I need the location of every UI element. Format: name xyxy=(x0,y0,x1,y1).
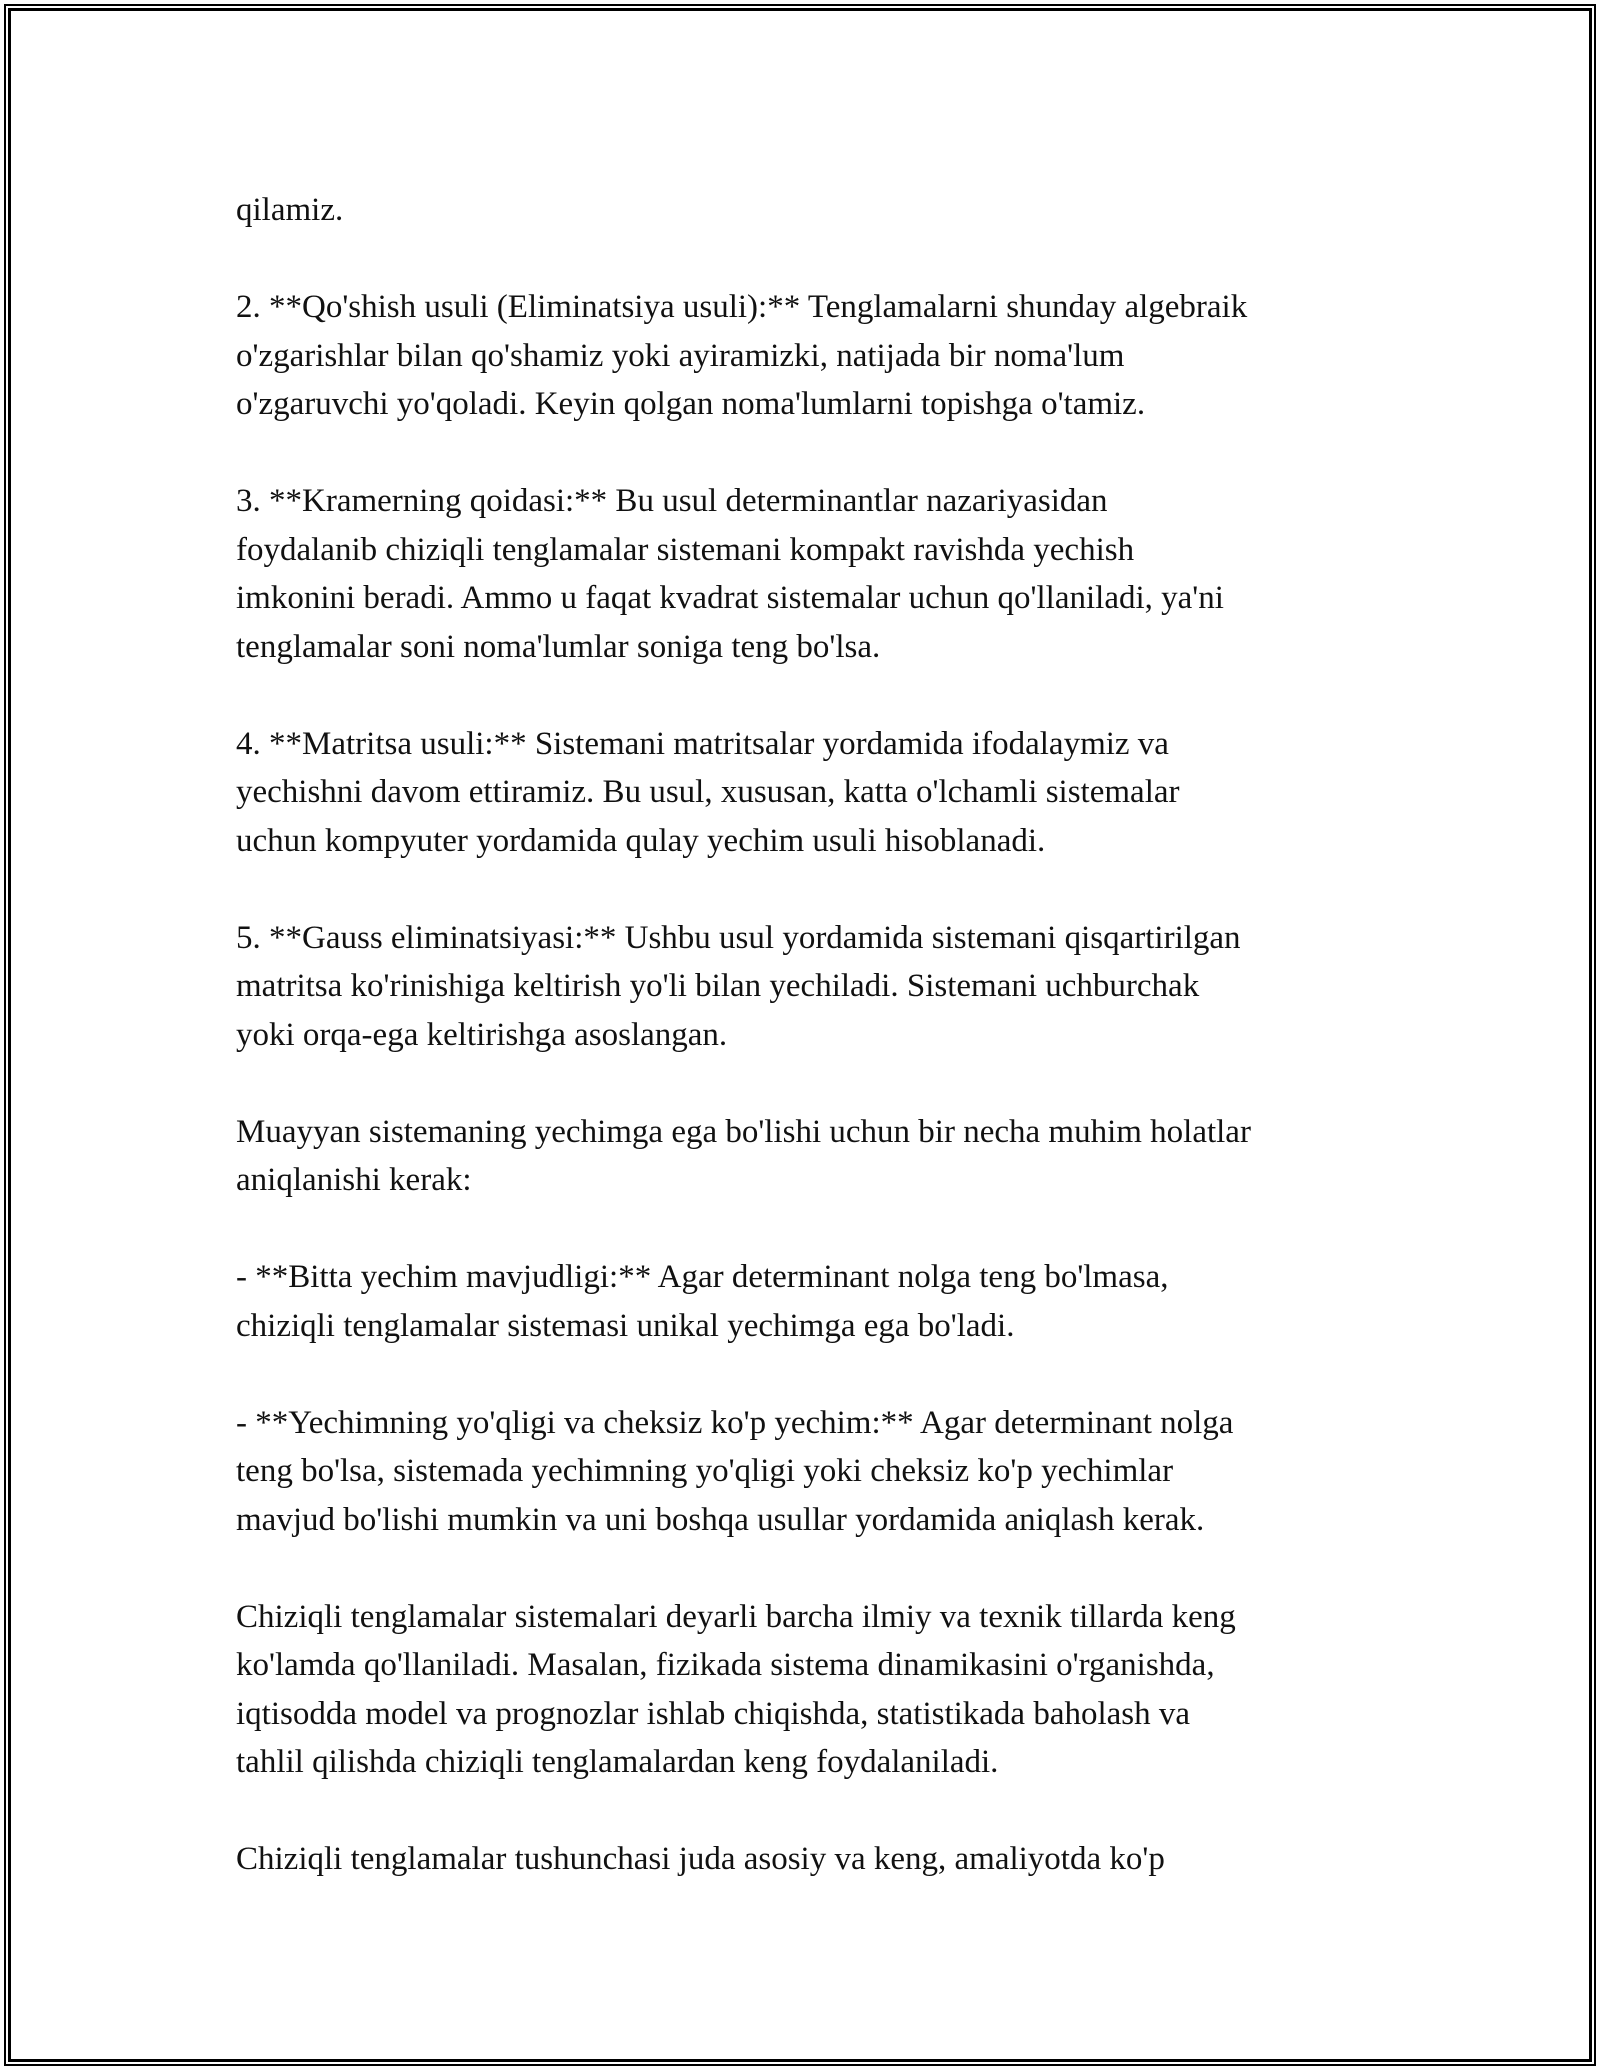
paragraph-no-or-infinite-solutions: - **Yechimning yo'qligi va cheksiz ko'p yechim:** Agar determinant nolga teng bo'lsa, sistemada yechimning yo'qligi yoki cheksiz ko'p yechimlar mavjud bo'lishi mumkin va uni boshqa usullar yordamida aniqlash kerak. xyxy=(236,1404,1234,1538)
paragraph-continuation: qilamiz. xyxy=(236,192,344,228)
paragraph-applications: Chiziqli tenglamalar sistemalari deyarli barcha ilmiy va texnik tillarda keng ko'lamda qo'llaniladi. Masalan, fizikada sistema dinamikasini o'rganishda, iqtisodda model va prognozlar ishlab chiqishda, statistikada baholash va tahlil qilishda chiziqli tenglamalardan keng foydalaniladi. xyxy=(236,1598,1236,1780)
paragraph-method-addition: 2. **Qo'shish usuli (Eliminatsiya usuli):** Tenglamalarni shunday algebraik o'zgarishlar bilan qo'shamiz yoki ayiramizki, natijada bir noma'lum o'zgaruvchi yo'qoladi. Keyin qolgan noma'lumlarni topishga o'tamiz. xyxy=(236,289,1248,422)
paragraph-unique-solution: - **Bitta yechim mavjudligi:** Agar determinant nolga teng bo'lmasa, chiziqli tenglamalar sistemasi unikal yechimga ega bo'ladi. xyxy=(236,1259,1169,1344)
paragraph-method-cramer: 3. **Kramerning qoidasi:** Bu usul determinantlar nazariyasidan foydalanib chiziqli tenglamalar sistemani kompakt ravishda yechish imkonini beradi. Ammo u faqat kvadrat sistemalar uchun qo'llaniladi, ya'ni tenglamalar soni noma'lumlar soniga teng bo'lsa. xyxy=(236,483,1224,665)
paragraph-method-gauss: 5. **Gauss eliminatsiyasi:** Ushbu usul yordamida sistemani qisqartirilgan matritsa ko'rinishiga keltirish yo'li bilan yechiladi. Sistemani uchburchak yoki orqa-ega keltirishga asoslangan. xyxy=(236,919,1241,1053)
paragraph-conclusion: Chiziqli tenglamalar tushunchasi juda asosiy va keng, amaliyotda ko'p xyxy=(236,1841,1165,1877)
paragraph-method-matrix: 4. **Matritsa usuli:** Sistemani matritsalar yordamida ifodalaymiz va yechishni davom ettiramiz. Bu usul, xususan, katta o'lchamli sistemalar uchun kompyuter yordamida qulay yechim usuli hisoblanadi. xyxy=(236,725,1180,859)
paragraph-solution-conditions: Muayyan sistemaning yechimga ega bo'lishi uchun bir necha muhim holatlar aniqlanishi kerak: xyxy=(236,1113,1251,1198)
document-body xyxy=(236,186,1376,1884)
